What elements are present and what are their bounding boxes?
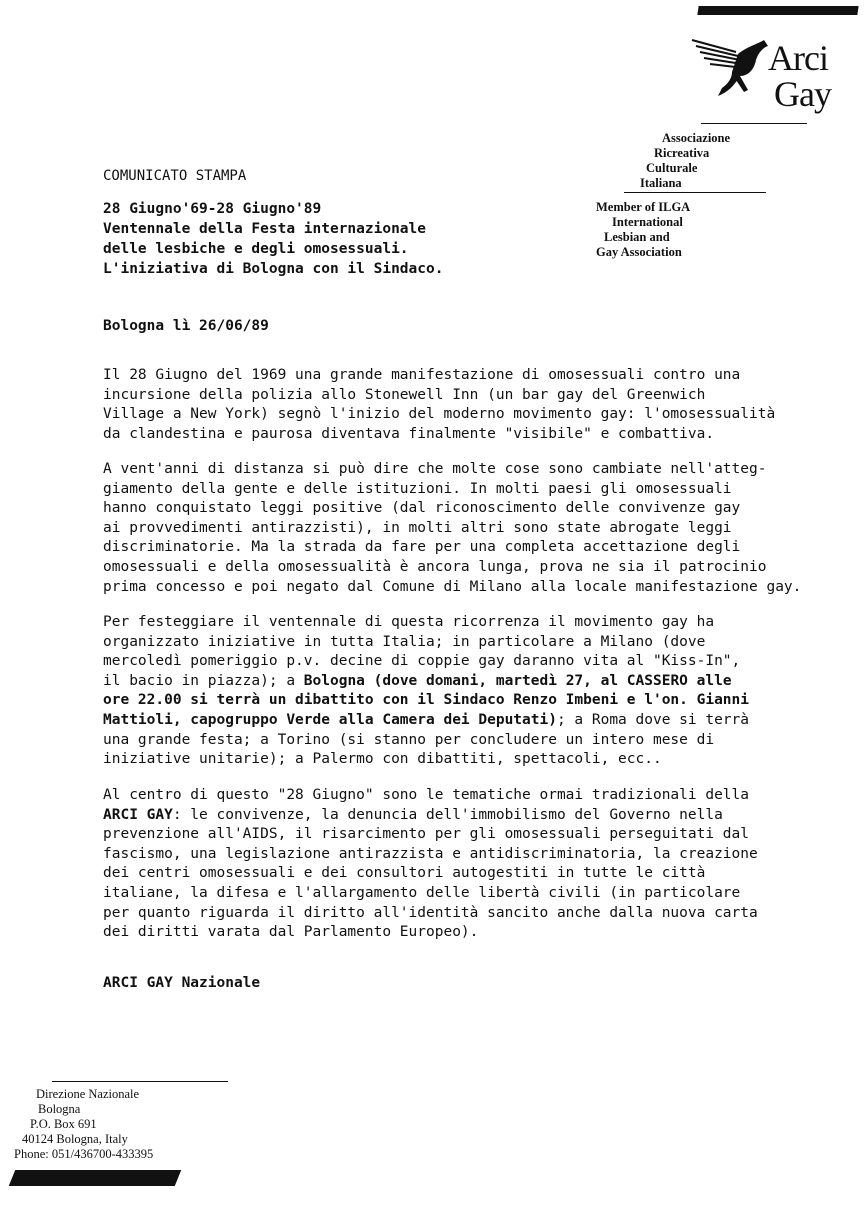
assoc-line: Culturale bbox=[646, 161, 698, 175]
press-release-subject bbox=[103, 199, 443, 279]
association-block bbox=[640, 131, 730, 191]
top-decorative-bar bbox=[697, 6, 858, 15]
assoc-line: Ricreativa bbox=[654, 146, 710, 160]
text-line bbox=[103, 806, 803, 826]
text-line: una grande festa; a Torino (si stanno per concludere un intero mese di bbox=[103, 731, 715, 748]
text-span: : le convivenze, la denuncia dell'immobilismo del Governo nella bbox=[172, 806, 723, 823]
text-line: Al centro di questo "28 Giugno" sono le tematiche ormai tradizionali della bbox=[103, 787, 750, 803]
member-line: Gay Association bbox=[596, 245, 682, 259]
text-line: A vent'anni di distanza si può dire che molte cose sono cambiate nell'atteg- bbox=[103, 461, 767, 477]
text-line: discriminatorie. Ma la strada da fare per una completa accettazione degli bbox=[103, 539, 741, 556]
text-line: omosessuali e della omosessualità è ancora lunga, prova ne sia il patrocinio bbox=[103, 558, 767, 575]
paragraph-stonewall bbox=[103, 366, 803, 444]
text-line: iniziative unitarie); a Palermo con dibattiti, spettacoli, ecc.. bbox=[103, 751, 662, 768]
place-and-date: Bologna lì 26/06/89 bbox=[103, 318, 269, 334]
footer-line: Bologna bbox=[38, 1102, 81, 1116]
text-line: Per festeggiare il ventennale di questa ricorrenza il movimento gay ha bbox=[103, 614, 715, 630]
arci-gay-logo bbox=[688, 22, 838, 118]
text-line: hanno conquistato leggi positive (dal riconoscimento delle convivenze gay bbox=[103, 500, 741, 517]
text-line: dei diritti varata dal Parlamento Europeo). bbox=[103, 924, 479, 941]
text-line: dei centri omosessuali e dei consultori autogestiti in tutte le città bbox=[103, 865, 706, 882]
assoc-line: Associazione bbox=[662, 131, 731, 145]
text-line: per quanto riguarda il diritto all'identità sancito anche dalla nuova carta bbox=[103, 904, 758, 921]
member-line: International bbox=[612, 215, 683, 229]
footer-line: 40124 Bologna, Italy bbox=[22, 1132, 128, 1146]
subject-line: Ventennale della Festa internazionale bbox=[103, 221, 427, 237]
text-line bbox=[103, 691, 803, 711]
logo-text-gay: Gay bbox=[774, 74, 831, 114]
text-line: incursione della polizia allo Stonewell Inn (un bar gay del Greenwich bbox=[103, 386, 706, 403]
logo-divider bbox=[701, 123, 807, 124]
paragraph-initiatives bbox=[103, 613, 803, 770]
footer-line: Phone: 051/436700-433395 bbox=[14, 1147, 154, 1161]
text-span: ; a Roma dove si terrà bbox=[556, 711, 750, 728]
signature: ARCI GAY Nazionale bbox=[103, 975, 261, 991]
member-line: Lesbian and bbox=[604, 230, 670, 244]
text-line bbox=[103, 711, 803, 731]
text-line: mercoledì pomeriggio p.v. decine di coppie gay daranno vita al "Kiss-In", bbox=[103, 653, 741, 670]
member-line: Member of ILGA bbox=[596, 200, 691, 214]
text-line: italiane, la difesa e l'allargamento delle libertà civili (in particolare bbox=[103, 884, 741, 901]
paragraph-twenty-years bbox=[103, 460, 803, 597]
footer-line: Direzione Nazionale bbox=[36, 1087, 140, 1101]
text-line: Village a New York) segnò l'inizio del moderno movimento gay: l'omosessualità bbox=[103, 406, 776, 423]
bottom-decorative-bar bbox=[9, 1170, 181, 1186]
text-line bbox=[103, 672, 803, 692]
press-release-label: COMUNICATO STAMPA bbox=[103, 168, 247, 184]
bold-span: ore 22.00 si terrà un dibattito con il Sindaco Renzo Imbeni e l'on. Gianni bbox=[103, 692, 750, 709]
subject-line: L'iniziativa di Bologna con il Sindaco. bbox=[103, 261, 444, 277]
text-line: Il 28 Giugno del 1969 una grande manifestazione di omosessuali contro una bbox=[103, 367, 741, 383]
pegasus-icon bbox=[688, 30, 776, 100]
bold-span: ARCI GAY bbox=[103, 806, 173, 823]
paragraph-themes bbox=[103, 786, 803, 943]
text-line: organizzato iniziative in tutta Italia; in particolare a Milano (dove bbox=[103, 633, 706, 650]
association-divider bbox=[624, 192, 766, 193]
logo-text-arci: Arci bbox=[768, 38, 828, 78]
text-line: prevenzione all'AIDS, il risarcimento per gli omosessuali perseguitati dal bbox=[103, 826, 750, 843]
text-line: giamento della gente e delle istituzioni. In molti paesi gli omosessuali bbox=[103, 480, 732, 497]
text-line: fascismo, una legislazione antirazzista e antidiscriminatoria, la creazione bbox=[103, 845, 758, 862]
subject-line: 28 Giugno'69-28 Giugno'89 bbox=[103, 201, 322, 217]
bold-span: Bologna (dove domani, martedì 27, al CASSERO alle bbox=[303, 672, 732, 689]
text-line: da clandestina e paurosa diventava finalmente "visibile" e combattiva. bbox=[103, 425, 715, 442]
subject-line: delle lesbiche e degli omosessuali. bbox=[103, 241, 409, 257]
bold-span: Mattioli, capogruppo Verde alla Camera dei Deputati) bbox=[103, 711, 557, 728]
footer-line: P.O. Box 691 bbox=[30, 1117, 97, 1131]
text-line: prima concesso e poi negato dal Comune di Milano alla locale manifestazione gay. bbox=[103, 578, 802, 595]
assoc-line: Italiana bbox=[640, 176, 682, 190]
text-span: il bacio in piazza); a bbox=[103, 672, 304, 689]
footer-divider bbox=[52, 1081, 228, 1082]
text-line: ai provvedimenti antirazzisti), in molti altri sono state abrogate leggi bbox=[103, 519, 732, 536]
ilga-membership-block bbox=[596, 200, 690, 260]
